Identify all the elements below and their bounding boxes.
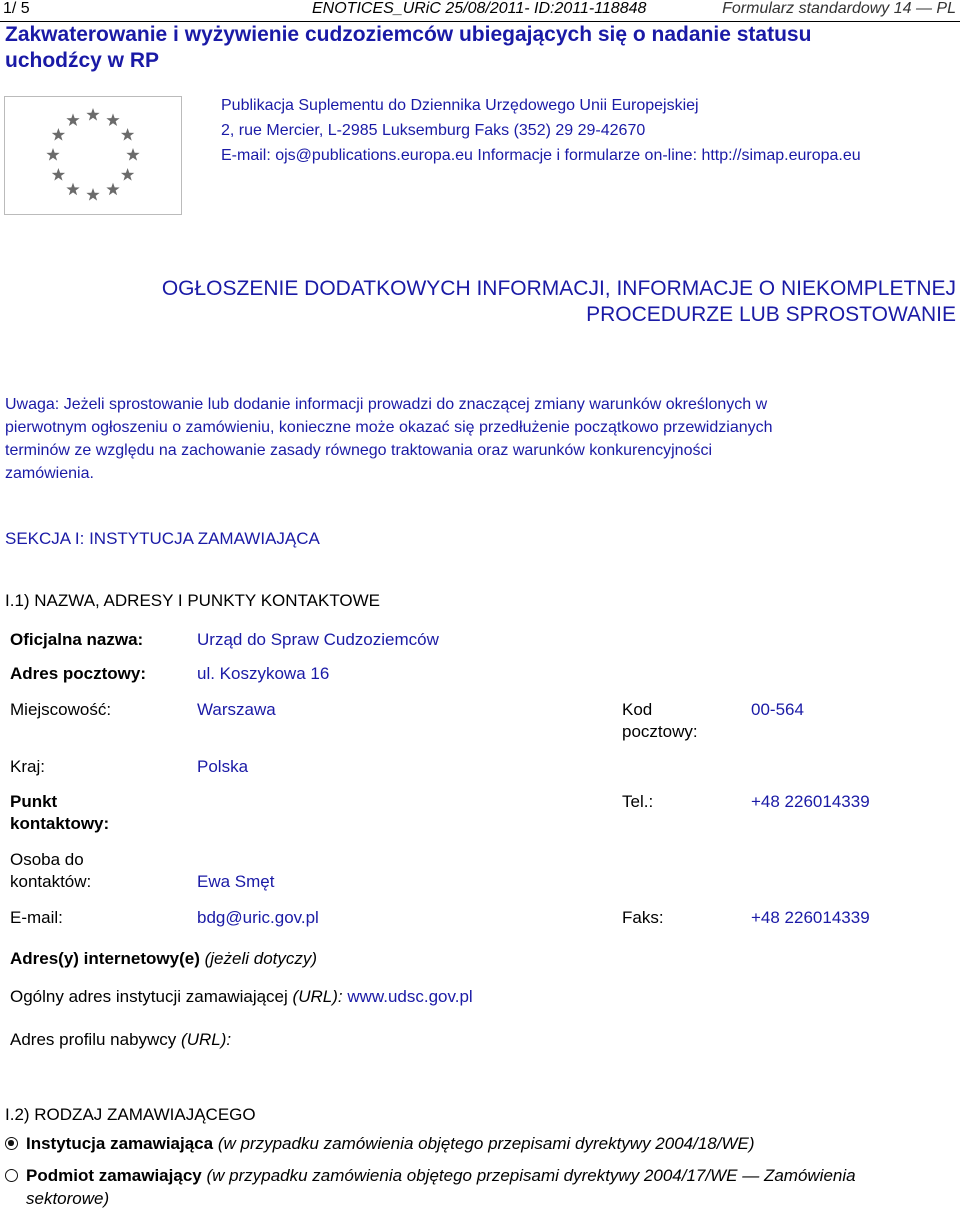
- subsection-heading: I.2) RODZAJ ZAMAWIAJĄCEGO: [5, 1105, 256, 1124]
- notice-id: ENOTICES_URiC 25/08/2011- ID:2011-118848: [312, 0, 647, 17]
- radio-contracting-authority[interactable]: [5, 1137, 18, 1150]
- general-url-row: Ogólny adres instytucji zamawiającej (URL): www.udsc.gov.pl: [10, 987, 473, 1006]
- page-number: 1/ 5: [3, 0, 30, 17]
- section-heading: SEKCJA I: INSTYTUCJA ZAMAWIAJĄCA: [5, 529, 320, 548]
- official-name-label: Oficjalna nazwa:: [10, 630, 144, 649]
- fax-value: +48 226014339: [751, 908, 870, 927]
- radio-contracting-entity[interactable]: [5, 1169, 18, 1182]
- buyer-profile-row: Adres profilu nabywcy (URL):: [10, 1030, 232, 1049]
- official-name-value: Urząd do Spraw Cudzoziemców: [197, 630, 439, 649]
- subsection-heading: I.1) NAZWA, ADRESY I PUNKTY KONTAKTOWE: [5, 591, 381, 610]
- postal-address-label: Adres pocztowy:: [10, 664, 147, 683]
- city-label: Miejscowość:: [10, 700, 112, 719]
- option-contracting-authority: Instytucja zamawiająca (w przypadku zamówienia objętego przepisami dyrektywy 2004/18/WE): [26, 1134, 755, 1153]
- country-value: Polska: [197, 757, 249, 776]
- page-header: [0, 0, 960, 22]
- email-label: E-mail:: [10, 908, 63, 927]
- contact-person-value: Ewa Smęt: [197, 872, 275, 891]
- eu-stars-icon: [5, 97, 181, 214]
- notice-heading: OGŁOSZENIE DODATKOWYCH INFORMACJI, INFORMACJE O NIEKOMPLETNEJ PROCEDURZE LUB SPROSTOWANIE: [161, 277, 956, 326]
- country-label: Kraj:: [10, 757, 45, 776]
- form-type: Formularz standardowy 14 — PL: [722, 0, 956, 17]
- email-value: bdg@uric.gov.pl: [197, 908, 319, 927]
- tel-value: +48 226014339: [751, 792, 870, 811]
- contact-point-label: Punkt kontaktowy:: [10, 792, 110, 833]
- fax-label: Faks:: [622, 908, 664, 927]
- warning-note: Uwaga: Jeżeli sprostowanie lub dodanie informacji prowadzi do znaczącej zmiany warunków określonych w pierwotnym ogłoszeniu o zamówieniu, konieczne może okazać się przedłużenie początkowo przewidzianych terminów ze względu na zachowanie zasady równego traktowania oraz warunków konkurencyjności zamówienia.: [5, 396, 773, 482]
- publisher-info: Publikacja Suplementu do Dziennika Urzędowego Unii Europejskiej 2, rue Mercier, L-2985 Luksemburg Faks (352) 29 29-42670 E-mail: ojs@publications.europa.eu Informacje i formularze on-line: http://simap.europa.eu: [221, 97, 861, 164]
- eu-flag-logo: [4, 96, 182, 215]
- postal-address-value: ul. Koszykowa 16: [197, 664, 330, 683]
- tel-label: Tel.:: [622, 792, 654, 811]
- internet-addresses-heading: Adres(y) internetowy(e) (jeżeli dotyczy): [10, 949, 318, 968]
- document-title: Zakwaterowanie i wyżywienie cudzoziemców ubiegających się o nadanie statusu uchodźcy w RP: [5, 23, 812, 72]
- postcode-value: 00-564: [751, 700, 804, 719]
- postcode-label: Kod pocztowy:: [622, 700, 698, 741]
- contact-person-label: Osoba do kontaktów:: [10, 850, 92, 891]
- city-value: Warszawa: [197, 700, 276, 719]
- general-url-value: www.udsc.gov.pl: [347, 987, 473, 1006]
- option-contracting-entity: Podmiot zamawiający (w przypadku zamówienia objętego przepisami dyrektywy 2004/17/WE — Zamówienia sektorowe): [26, 1166, 856, 1208]
